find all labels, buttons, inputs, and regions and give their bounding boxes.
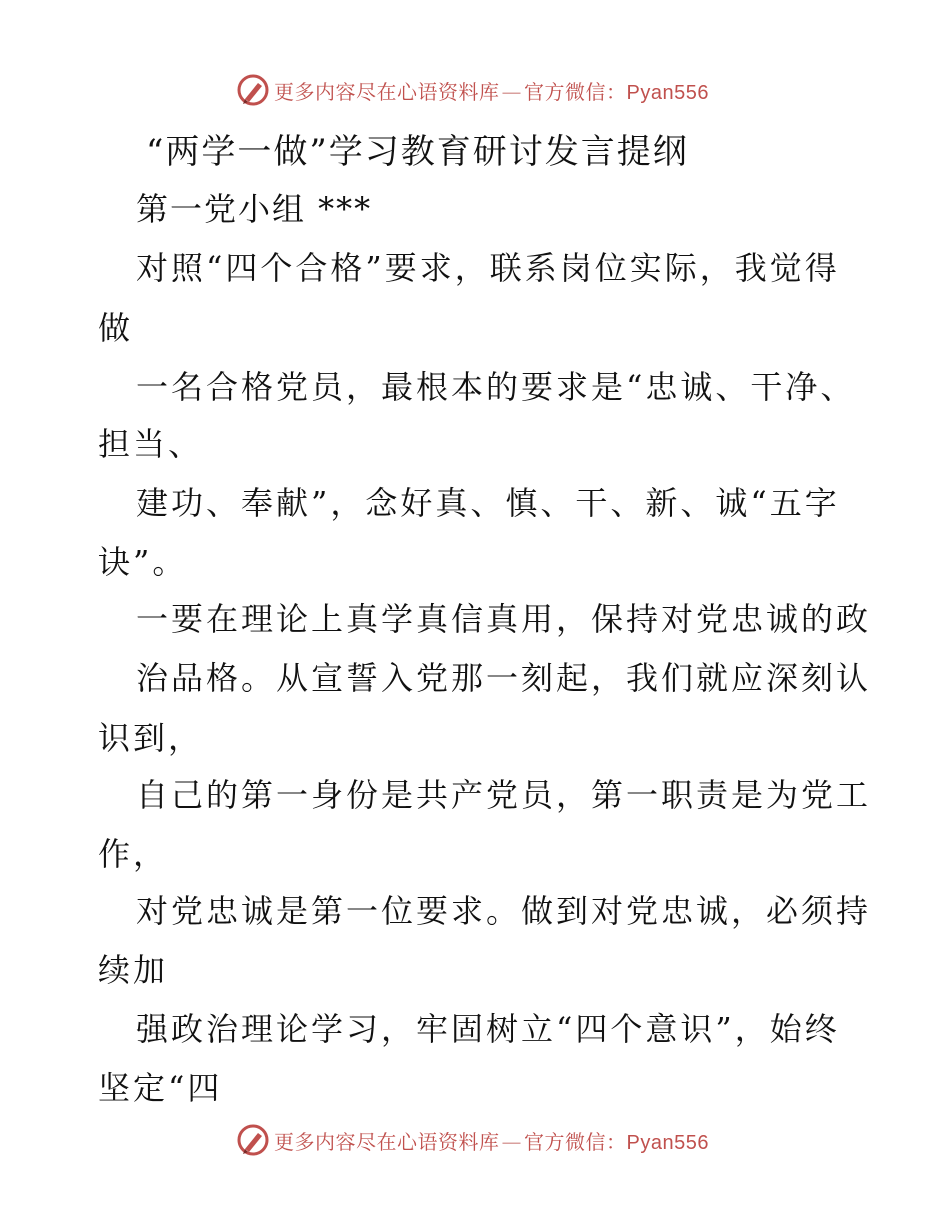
watermark-text xyxy=(274,1126,709,1155)
body-line: 作， xyxy=(98,835,169,873)
footer-watermark xyxy=(236,1122,709,1158)
body-line: 对党忠诚是第一位要求。做到对党忠诚，必须持 xyxy=(136,892,872,930)
body-line: 治品格。从宣誓入党那一刻起，我们就应深刻认 xyxy=(136,659,872,697)
document-title: “两学一做”学习教育研讨发言提纲 xyxy=(146,132,689,172)
pen-logo-icon xyxy=(236,73,270,107)
body-line: 坚定“四 xyxy=(98,1069,223,1107)
body-line: 一要在理论上真学真信真用，保持对党忠诚的政 xyxy=(136,600,872,638)
watermark-official-label: 官方微信： xyxy=(524,79,627,104)
watermark-separator: — xyxy=(501,79,522,104)
watermark-separator: — xyxy=(501,1129,522,1154)
body-line: 一名合格党员，最根本的要求是“忠诚、干净、 xyxy=(136,368,856,406)
watermark-wechat-id: Pyan556 xyxy=(626,1131,709,1154)
pen-logo-icon xyxy=(236,1123,270,1157)
body-line: 识到， xyxy=(98,719,204,757)
body-line: 强政治理论学习，牢固树立“四个意识”，始终 xyxy=(136,1010,840,1048)
watermark-brand: 更多内容尽在心语资料库 xyxy=(274,79,500,104)
body-line: 对照“四个合格”要求，联系岗位实际，我觉得 xyxy=(136,249,840,287)
body-line: 续加 xyxy=(98,951,169,989)
watermark-wechat-id: Pyan556 xyxy=(626,81,709,104)
watermark-text xyxy=(274,76,709,105)
body-line: 诀”。 xyxy=(98,543,188,581)
watermark-brand: 更多内容尽在心语资料库 xyxy=(274,1129,500,1154)
watermark-official-label: 官方微信： xyxy=(524,1129,627,1154)
body-line: 担当、 xyxy=(98,425,204,463)
body-line: 建功、奉献”，念好真、慎、干、新、诚“五字 xyxy=(136,484,840,522)
document-group: 第一党小组 *** xyxy=(136,190,373,228)
header-watermark xyxy=(236,72,709,108)
body-line: 自己的第一身份是共产党员，第一职责是为党工 xyxy=(136,776,872,814)
body-line: 做 xyxy=(98,309,134,347)
